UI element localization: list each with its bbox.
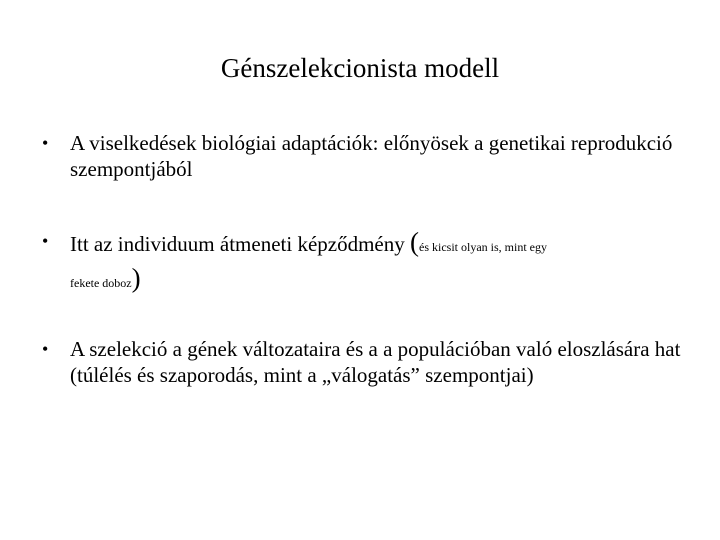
bullet-text-continuation: [70, 265, 141, 296]
bullet-text: [70, 227, 547, 257]
bullet-marker: •: [42, 339, 49, 359]
bullet-item: [30, 336, 690, 388]
bullet-marker: •: [42, 133, 49, 153]
close-parenthesis: ): [131, 263, 141, 293]
bullet-text-main: Itt az individuum átmeneti képződmény: [70, 232, 410, 256]
slide-title: Génszelekcionista modell: [220, 53, 500, 83]
open-parenthesis: (: [410, 227, 419, 257]
bullet-small-text: fekete doboz: [70, 276, 132, 290]
bullet-text: A viselkedések biológiai adaptációk: előnyösek a genetikai reprodukció szempontjából: [70, 131, 673, 181]
bullet-item: [30, 130, 690, 182]
bullet-list: [30, 130, 690, 388]
bullet-text: A szelekció a gének változataira és a a populációban való eloszlására hat (túlélés és szaporodás, mint a „válogatás” szempontjai): [70, 337, 681, 387]
bullet-small-text: és kicsit olyan is, mint egy: [419, 240, 547, 254]
bullet-item: [30, 228, 690, 296]
bullet-marker: •: [42, 231, 49, 251]
